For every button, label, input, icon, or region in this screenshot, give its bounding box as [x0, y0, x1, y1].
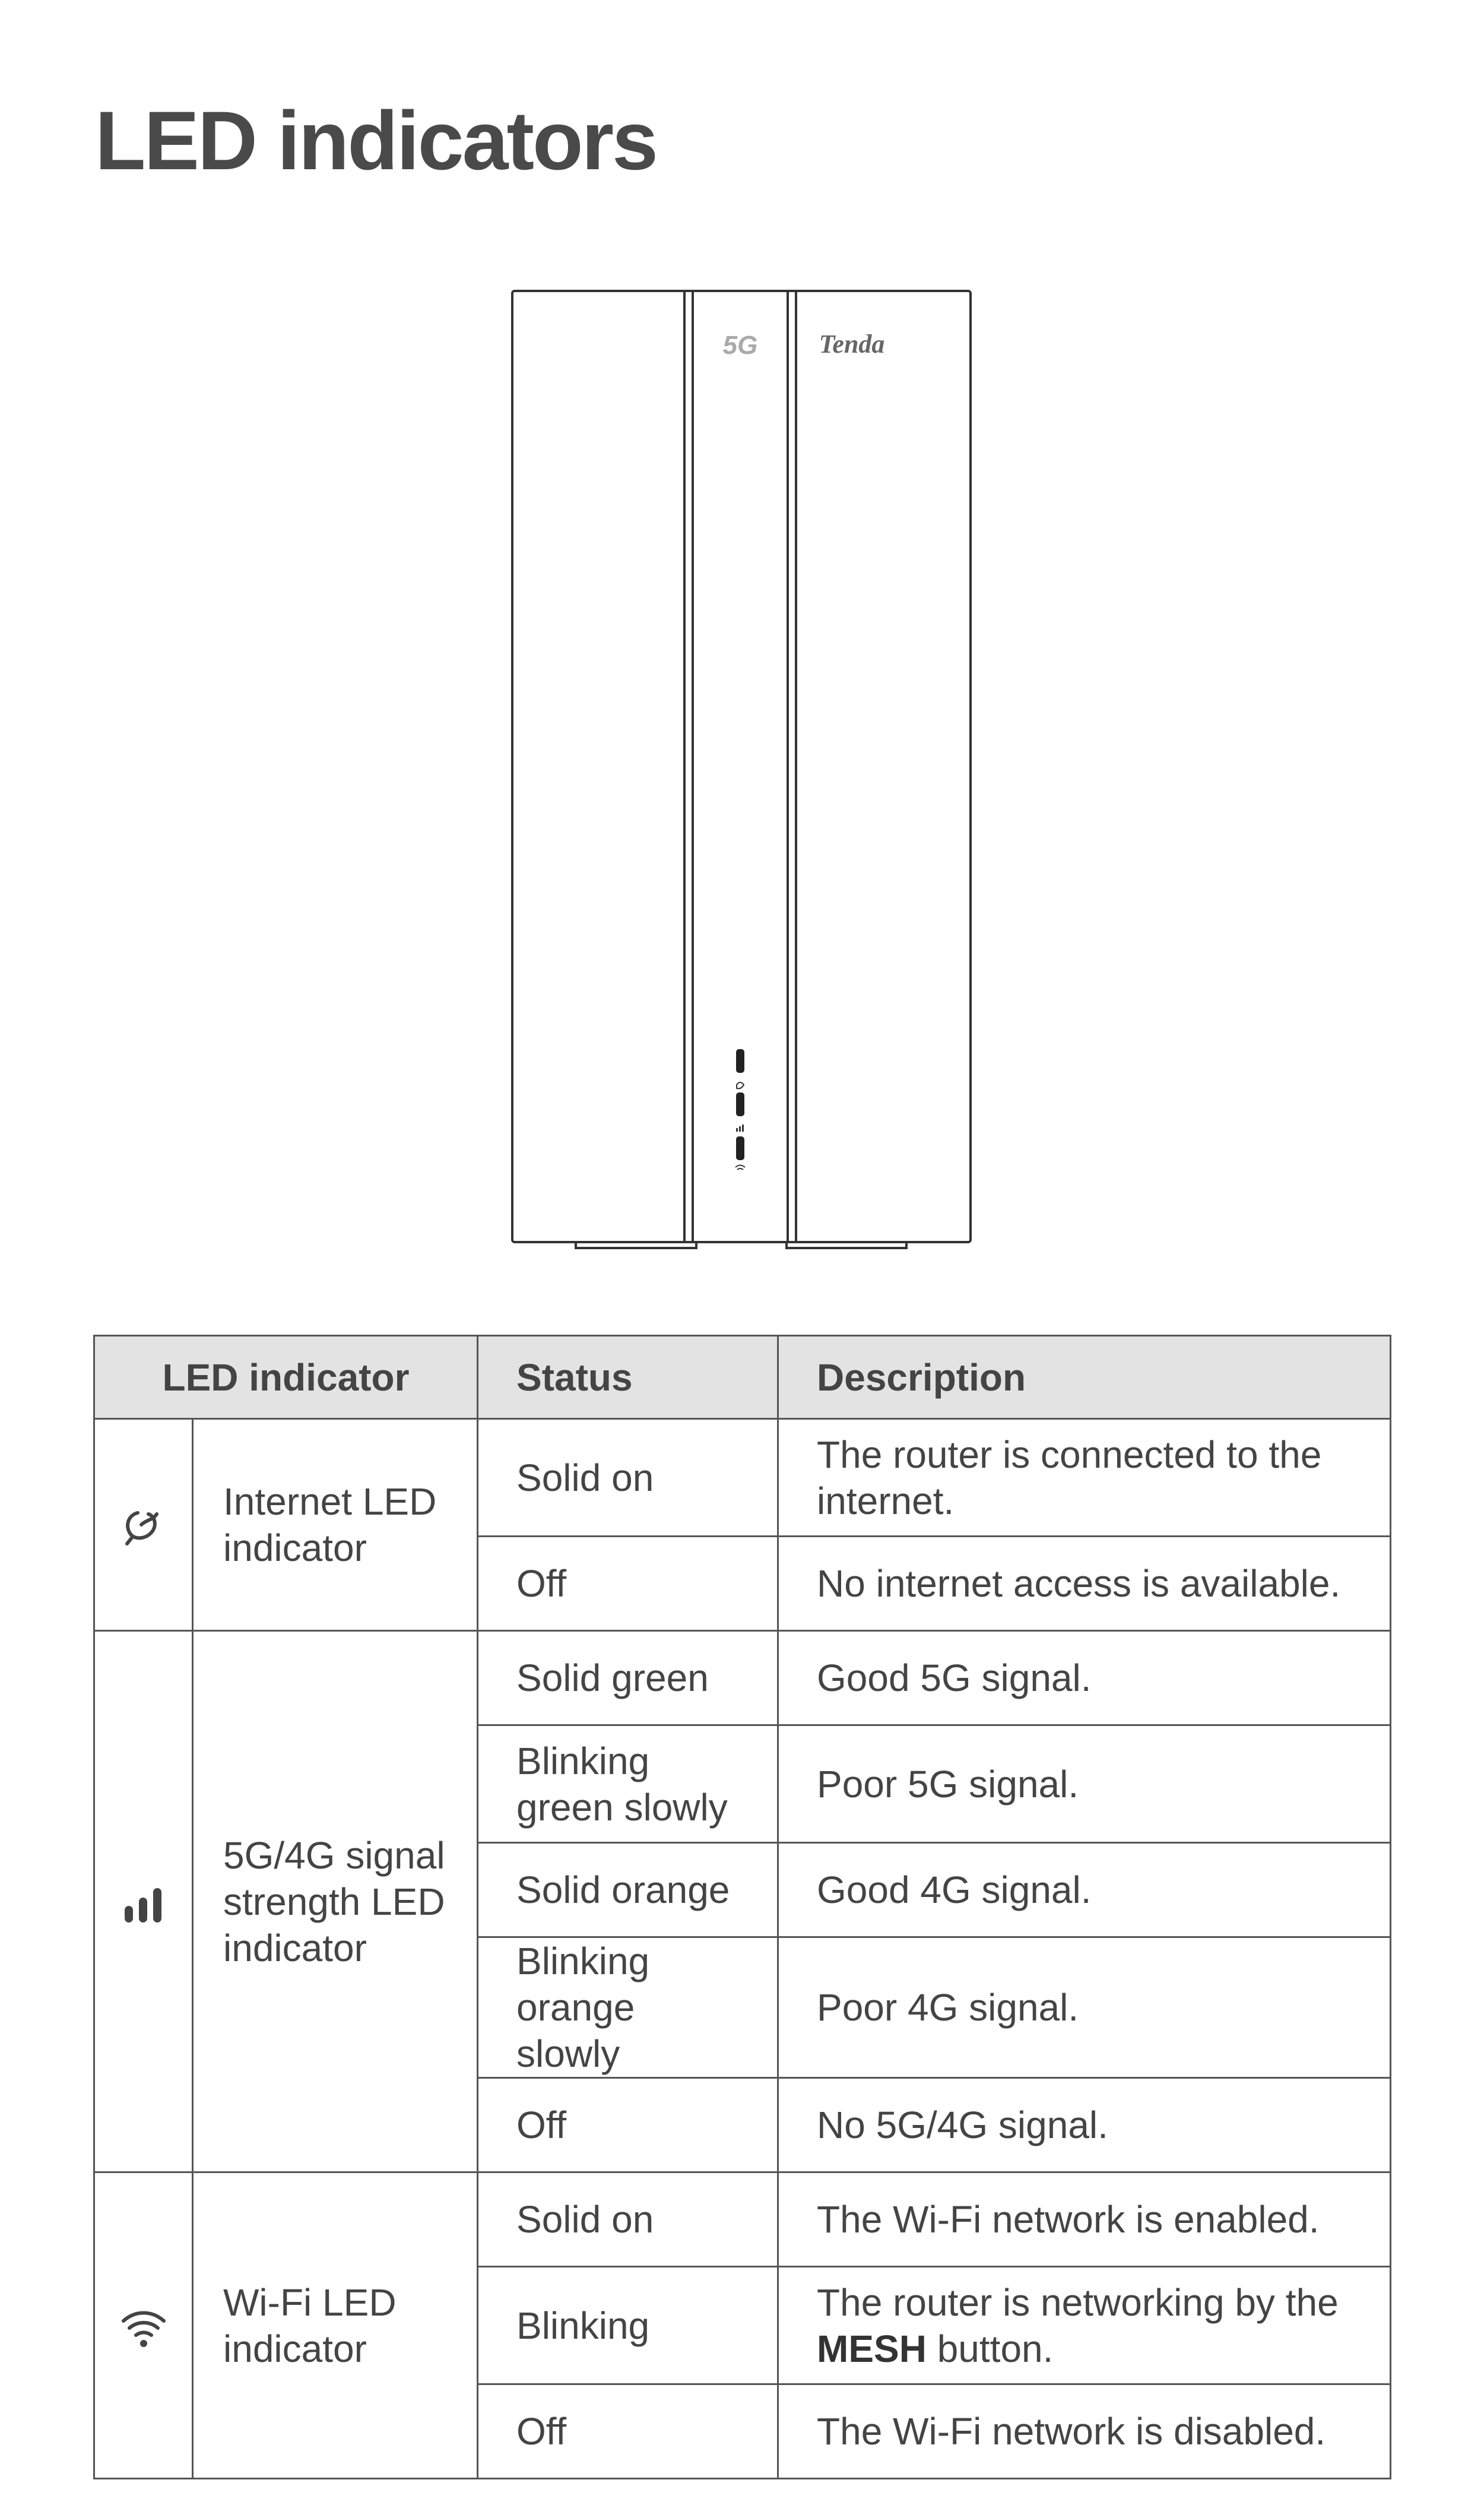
internet-icon [120, 1502, 167, 1544]
status-cell: Off [478, 1537, 778, 1631]
status-cell: Solid orange [478, 1843, 778, 1937]
status-cell: Solid on [478, 2172, 778, 2267]
header-status: Status [478, 1336, 778, 1419]
wifi-icon [120, 2303, 167, 2346]
mesh-keyword: MESH [817, 2327, 927, 2370]
network-label: 5G [722, 331, 758, 360]
router-led-wifi [736, 1136, 744, 1160]
status-cell: Off [478, 2078, 778, 2172]
description-cell: The Wi-Fi network is enabled. [778, 2172, 1391, 2267]
status-cell: Blinking orange slowly [478, 1937, 778, 2078]
signal-icon-cell [94, 1631, 193, 2172]
internet-icon-cell [94, 1419, 193, 1631]
header-description: Description [778, 1336, 1391, 1419]
header-led-indicator: LED indicator [94, 1336, 478, 1419]
router-led-strip [735, 1049, 745, 1170]
wifi-led-name: Wi-Fi LED indicator [193, 2172, 478, 2479]
table-header-row [94, 1336, 1391, 1419]
router-wifi-mini-icon [735, 1166, 745, 1170]
led-indicator-table [93, 1335, 1391, 2479]
description-text: button. [937, 2327, 1054, 2370]
internet-led-name: Internet LED indicator [193, 1419, 478, 1631]
page-title: LED indicators [95, 94, 657, 187]
signal-strength-icon [122, 1880, 165, 1923]
signal-led-name: 5G/4G signal strength LED indicator [193, 1631, 478, 2172]
router-led-signal [736, 1092, 744, 1116]
status-cell: Solid green [478, 1631, 778, 1725]
table-row [94, 1419, 1391, 1537]
table-row [94, 1631, 1391, 1725]
description-cell: Good 4G signal. [778, 1843, 1391, 1937]
wifi-icon-cell [94, 2172, 193, 2479]
status-cell: Solid on [478, 1419, 778, 1537]
router-internet-mini-icon [737, 1082, 744, 1088]
description-cell: Good 5G signal. [778, 1631, 1391, 1725]
description-cell: The router is connected to the internet. [778, 1419, 1391, 1537]
status-cell: Blinking green slowly [478, 1725, 778, 1843]
router-illustration [508, 286, 982, 1257]
router-signal-mini-icon [736, 1125, 744, 1132]
description-cell: No internet access is available. [778, 1537, 1391, 1631]
description-cell [778, 2267, 1391, 2384]
brand-logo: Tenda [819, 330, 885, 359]
description-text: The router is networking by the [817, 2281, 1339, 2324]
description-cell: The Wi-Fi network is disabled. [778, 2384, 1391, 2479]
description-cell: Poor 5G signal. [778, 1725, 1391, 1843]
description-cell: Poor 4G signal. [778, 1937, 1391, 2078]
table-row [94, 2172, 1391, 2267]
description-cell: No 5G/4G signal. [778, 2078, 1391, 2172]
status-cell: Off [478, 2384, 778, 2479]
router-led-internet [736, 1049, 744, 1073]
status-cell: Blinking [478, 2267, 778, 2384]
